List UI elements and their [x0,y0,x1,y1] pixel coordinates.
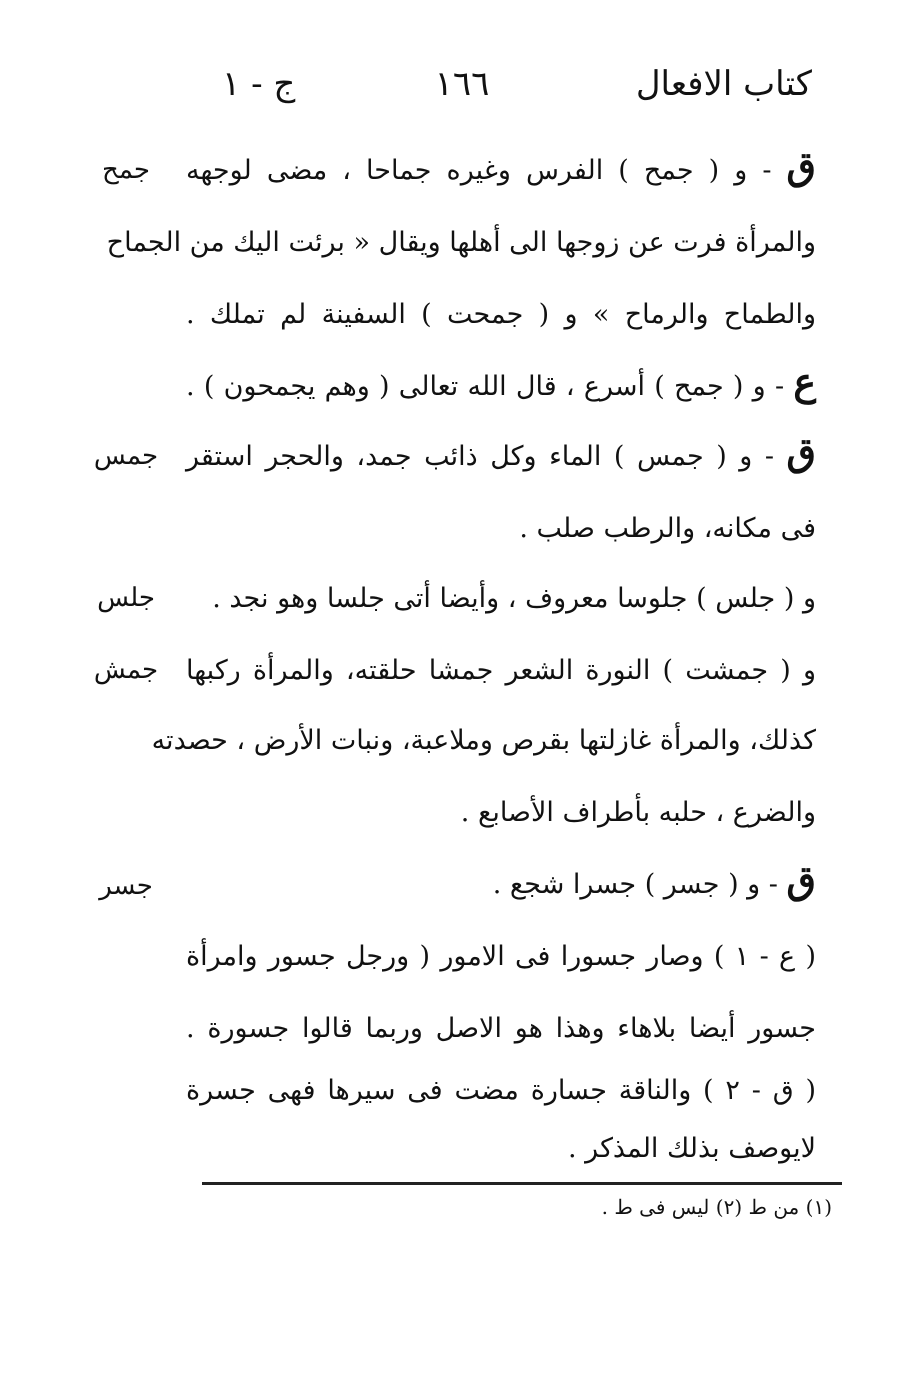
margin-word: جمش [93,655,159,685]
text-line [186,574,816,620]
text-line [186,1124,816,1170]
line-text: والطماح والرماح » و ( جمحت ) السفينة لم تملك . [186,299,816,330]
line-text: و ( جلس ) جلوسا معروف ، وأيضا أتى جلسا وهو نجد . [212,583,816,614]
line-text: - و ( جمح ) أسرع ، قال الله تعالى ( وهم يجمحون ) . [186,371,794,402]
text-line [186,359,816,408]
text-line [186,1004,816,1050]
text-line [106,218,816,264]
line-text: والضرع ، حلبه بأطراف الأصابع . [460,797,816,828]
footnote: (١) من ط (٢) ليس فى ط . [601,1195,832,1219]
line-text: - و ( جسر ) جسرا شجع . [492,869,787,900]
line-text: - و ( جمح ) الفرس وغيره جماحا ، مضى لوجهه [186,155,787,186]
margin-word: جمح [102,155,150,185]
text-line [186,857,816,906]
text-line [151,716,816,762]
footnote-divider [202,1182,842,1185]
line-text: فى مكانه، والرطب صلب . [519,513,816,544]
line-text: لايوصف بذلك المذكر . [568,1133,816,1164]
line-text: والمرأة فرت عن زوجها الى أهلها ويقال « برئت اليك من الجماح [106,227,816,258]
part-number: ج - ١ [222,64,296,104]
text-line [186,1066,816,1112]
line-text: كذلك، والمرأة غازلتها بقرص وملاعبة، ونبات الأرض ، حصدته [151,725,816,756]
text-line [186,143,816,192]
margin-word: جلس [97,583,155,613]
entry-letter: ق [786,429,816,474]
line-text: ( ع - ١ ) وصار جسورا فى الامور ( ورجل جسور وامرأة [186,941,816,972]
text-line [186,429,816,478]
line-text: و ( جمشت ) النورة الشعر جمشا حلقته، والمرأة ركبها [186,655,816,686]
entry-letter: ق [786,143,816,188]
text-line [186,504,816,550]
margin-word: جمس [93,441,159,471]
text-line [186,646,816,692]
text-line [186,932,816,978]
entry-letter: ق [786,857,816,902]
page-number: ١٦٦ [434,64,490,104]
line-text: جسور أيضا بلاهاء وهذا هو الاصل وربما قالوا جسورة . [186,1013,816,1044]
margin-word: جسر [99,871,153,901]
line-text: ( ق - ٢ ) والناقة جسارة مضت فى سيرها فهى جسرة [186,1075,817,1106]
entry-letter: ع [793,359,816,404]
text-line [186,290,816,336]
line-text: - و ( جمس ) الماء وكل ذائب جمد، والحجر استقر [186,441,787,472]
text-line [186,788,816,834]
page-header [0,64,924,124]
book-title: كتاب الافعال [635,64,812,104]
